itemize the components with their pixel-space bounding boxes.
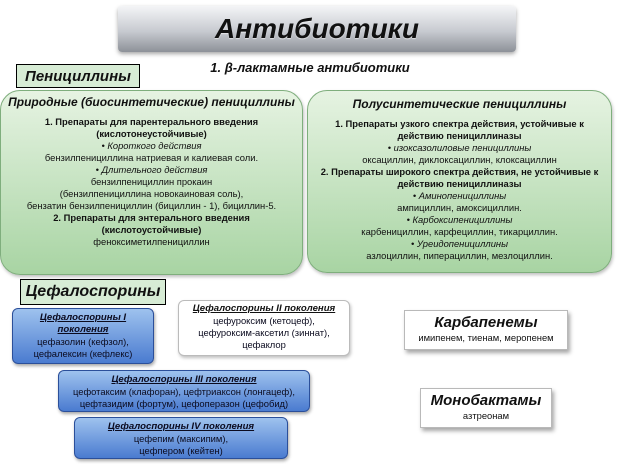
semisynthetic-line: ампициллин, амоксициллин.: [397, 202, 522, 213]
subtitle: 1. β-лактамные антибиотики: [210, 60, 410, 75]
ceph-gen4-line: цефпером (кейтен): [139, 445, 223, 456]
monobactams-heading: Монобактамы: [430, 392, 542, 409]
semisynthetic-penicillins-box: [307, 90, 612, 273]
carbapenems-box: [404, 310, 568, 350]
ceph-gen3-line: цефотаксим (клафоран), цефтриаксон (лонгацеф),: [72, 386, 296, 397]
natural-line: бензилпенициллин прокаин: [90, 176, 213, 187]
title-banner: [118, 6, 516, 52]
ceph-gen3-line: цефтазидим (фортум), цефоперазон (цефобид): [79, 398, 289, 409]
natural-line: • Короткого действия: [101, 140, 202, 151]
semisynthetic-line: • Аминопенициллины: [412, 190, 507, 201]
natural-line: бензатин бензилпенициллин (бициллин - 1), бициллин-5.: [26, 200, 277, 211]
monobactams-box: [420, 388, 552, 428]
ceph-gen1-line: цефалексин (кефлекс): [33, 348, 133, 359]
semisynthetic-line: 2. Препараты широкого спектра действия, не устойчивые к действию пенициллиназы: [320, 166, 599, 189]
carbapenems-text: имипенем, тиенам, меропенем: [418, 332, 554, 343]
semisynthetic-line: 1. Препараты узкого спектра действия, устойчивые к действию пенициллиназы: [335, 118, 584, 141]
semisynthetic-line: • Карбоксипенициллины: [406, 214, 513, 225]
ceph-gen4-heading: Цефалоспорины IV поколения: [107, 421, 255, 432]
semisynthetic-heading: Полусинтетические пенициллины: [352, 97, 567, 111]
cephalosporins-label: Цефалоспорины: [20, 279, 166, 305]
natural-line: 2. Препараты для энтерального введения (кислотоустойчивые): [53, 212, 250, 235]
page-title: Антибиотики: [215, 13, 419, 44]
ceph-gen2-box: [178, 300, 350, 356]
ceph-gen1-line: цефазолин (кефзол),: [37, 336, 129, 347]
ceph-gen3-box: [58, 370, 310, 412]
ceph-gen2-line: цефаклор: [242, 339, 286, 350]
ceph-gen3-heading: Цефалоспорины III поколения: [111, 374, 257, 385]
ceph-gen1-box: [12, 308, 154, 364]
semisynthetic-line: оксациллин, диклоксациллин, клоксациллин: [362, 154, 557, 165]
ceph-gen2-line: цефуроксим (кетоцеф),: [213, 315, 315, 326]
semisynthetic-line: • изоксазолиловые пенициллины: [387, 142, 532, 153]
natural-penicillins-box: [0, 90, 303, 275]
natural-line: 1. Препараты для парентерального введения (кислотонеустойчивые): [44, 116, 259, 139]
ceph-gen4-line: цефепим (максипим),: [133, 433, 229, 444]
ceph-gen4-box: [74, 417, 288, 459]
semisynthetic-line: азлоциллин, пиперациллин, мезлоциллин.: [366, 250, 553, 261]
ceph-gen2-line: цефуроксим-аксетил (зиннат),: [198, 327, 330, 338]
natural-penicillins-heading: Природные (биосинтетические) пенициллины: [8, 95, 295, 109]
ceph-gen1-heading: Цефалоспорины I поколения: [39, 312, 127, 335]
monobactams-text: азтреонам: [462, 410, 510, 421]
natural-line: (бензилпенициллина новокаиновая соль),: [59, 188, 244, 199]
semisynthetic-line: • Уреидопенициллины: [411, 238, 508, 249]
natural-line: бензилпенициллина натриевая и калиевая соли.: [44, 152, 259, 163]
natural-line: феноксиметилпенициллин: [93, 236, 210, 247]
ceph-gen2-heading: Цефалоспорины II поколения: [192, 303, 336, 314]
semisynthetic-line: карбенициллин, карфециллин, тикарциллин.: [361, 226, 558, 237]
natural-line: • Длительного действия: [95, 164, 208, 175]
carbapenems-heading: Карбапенемы: [434, 314, 538, 331]
penicillins-label: Пенициллины: [16, 64, 140, 88]
